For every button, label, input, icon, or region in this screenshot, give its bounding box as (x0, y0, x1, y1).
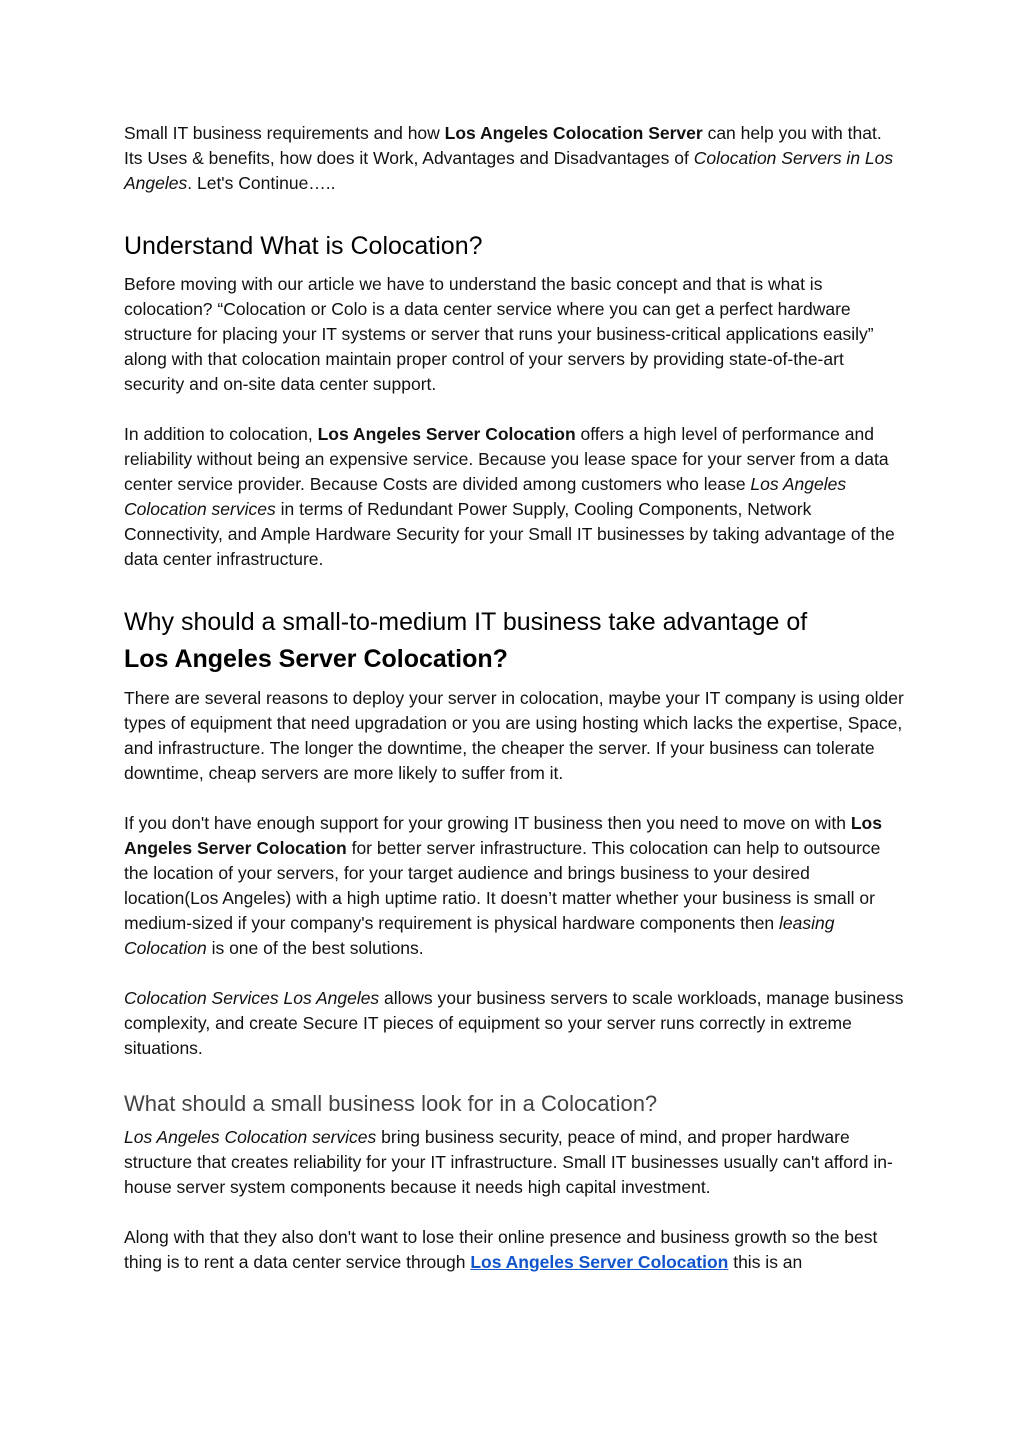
italic-keyword: Colocation Services Los Angeles (124, 988, 380, 1008)
heading-what-is-colocation: Understand What is Colocation? (124, 232, 483, 260)
bold-keyword: Los Angeles Server Colocation (124, 813, 882, 858)
section2-paragraph-3 (124, 986, 904, 1061)
bold-keyword: Los Angeles Server Colocation (317, 424, 576, 444)
paragraph-text: In addition to colocation, (124, 424, 318, 444)
intro-paragraph (124, 121, 904, 196)
paragraph-text: offers a high level of performance and reliability without being an expensive service. Because you lease space for your server from a data center service provider. Because Costs are divided among customers who lease (124, 424, 889, 494)
italic-keyword: Los Angeles Colocation services (124, 1127, 377, 1147)
paragraph-text: bring business security, peace of mind, and proper hardware structure that creates reliability for your IT infrastructure. Small IT businesses usually can't afford in-house server system components because it needs high capital investment. (124, 1127, 893, 1197)
paragraph-text: this is an (728, 1252, 803, 1272)
intro-text: . Let's Continue….. (187, 173, 336, 193)
document-page (124, 121, 904, 1275)
paragraph-text: is one of the best solutions. (206, 938, 424, 958)
section2-paragraph-2 (124, 811, 904, 961)
heading-bold-text: Los Angeles Server Colocation? (124, 645, 508, 673)
heading-why-small-business (124, 604, 904, 678)
section3-paragraph-1 (124, 1125, 904, 1200)
section2-paragraph-1: There are several reasons to deploy your server in colocation, maybe your IT company is using older types of equipment that need upgradation or you are using hosting which lacks the expertise, Space, and infrastructure. The longer the downtime, the cheaper the server. If your business can tolerate downtime, cheap servers are more likely to suffer from it. (124, 688, 904, 783)
paragraph-text: Along with that they also don't want to lose their online presence and business growth so the best thing is to rent a data center service through (124, 1227, 878, 1272)
heading-text: Why should a small-to-medium IT business take advantage of (124, 608, 808, 636)
italic-keyword: leasing Colocation (124, 913, 835, 958)
paragraph-text: If you don't have enough support for your growing IT business then you need to move on with (124, 813, 851, 833)
colocation-link[interactable]: Los Angeles Server Colocation (470, 1252, 729, 1272)
italic-keyword: Los Angeles Colocation services (124, 474, 847, 519)
paragraph-text: in terms of Redundant Power Supply, Cooling Components, Network Connectivity, and Ample Hardware Security for your Small IT businesses by taking advantage of the data center infrastructure. (124, 499, 895, 569)
section3-paragraph-2 (124, 1225, 904, 1275)
paragraph-text: for better server infrastructure. This colocation can help to outsource the location of your servers, for your target audience and brings business to your desired location(Los Angeles) with a high uptime ratio. It doesn’t matter whether your business is small or medium-sized if your company's requirement is physical hardware components then (124, 838, 881, 933)
intro-text: Small IT business requirements and how (124, 123, 445, 143)
section1-paragraph-2 (124, 422, 904, 572)
intro-text: can help you with that. Its Uses & benefits, how does it Work, Advantages and Disadvantages of (124, 123, 882, 168)
heading-what-to-look-for: What should a small business look for in a Colocation? (124, 1091, 658, 1116)
intro-italic-keyword: Colocation Servers in Los Angeles (124, 148, 894, 193)
paragraph-text: allows your business servers to scale workloads, manage business complexity, and create Secure IT pieces of equipment so your server runs correctly in extreme situations. (124, 988, 904, 1058)
intro-bold-keyword: Los Angeles Colocation Server (444, 123, 703, 143)
section1-paragraph-1: Before moving with our article we have to understand the basic concept and that is what is colocation? “Colocation or Colo is a data center service where you can get a perfect hardware structure for placing your IT systems or server that runs your business-critical applications easily” along with that colocation maintain proper control of your servers by providing state-of-the-art security and on-site data center support. (124, 274, 874, 394)
